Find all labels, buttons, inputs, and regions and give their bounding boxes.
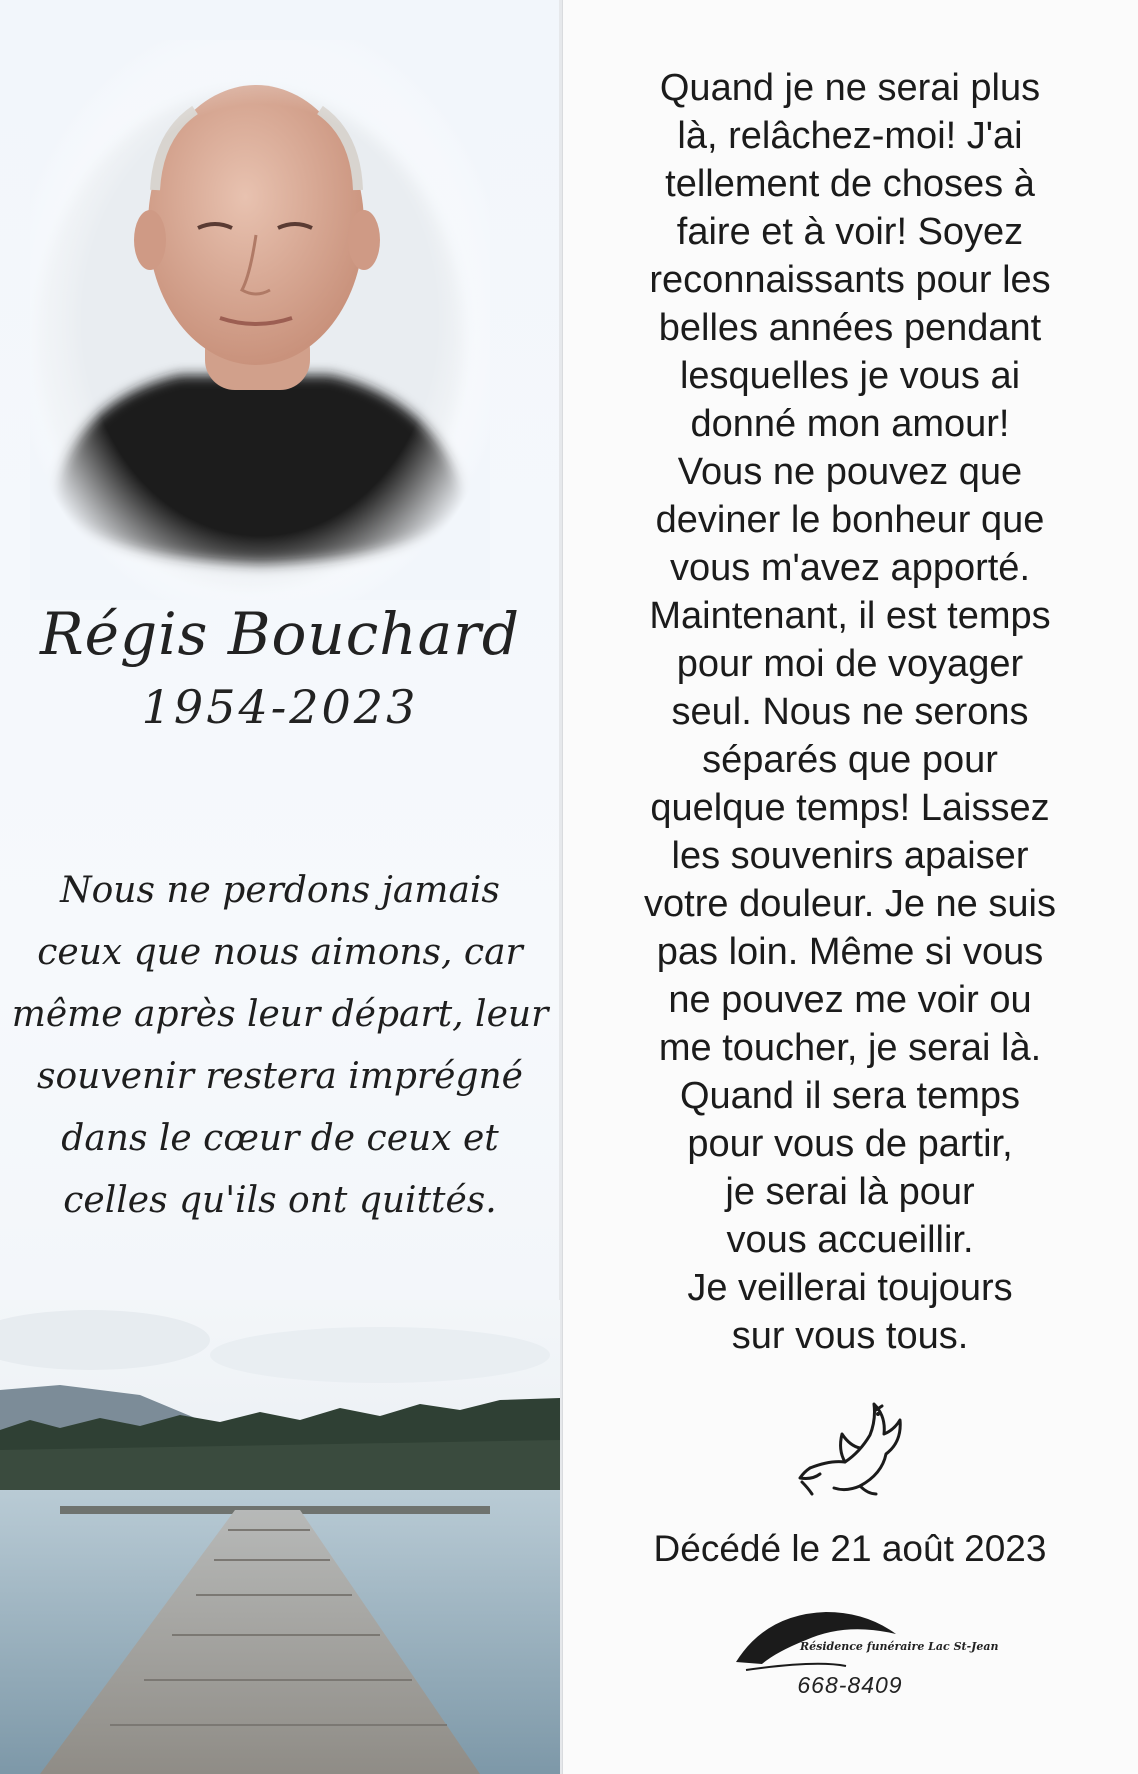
memorial-quote: [0, 860, 560, 1232]
life-years: 1954-2023: [141, 680, 419, 734]
poem-line: je serai là pour: [725, 1171, 975, 1213]
quote-line: souvenir restera imprégné: [37, 1056, 523, 1097]
poem-line: deviner le bonheur que: [655, 499, 1045, 541]
poem-line: reconnaissants pour les: [649, 259, 1051, 301]
poem-line: tellement de choses à: [665, 163, 1035, 205]
poem-line: Quand il sera temps: [679, 1075, 1021, 1117]
portrait-photo: [30, 40, 490, 600]
quote-line: dans le cœur de ceux et: [61, 1118, 499, 1159]
dove-icon: [790, 1390, 910, 1510]
poem-line: pour vous de partir,: [687, 1123, 1013, 1165]
poem-line: quelque temps! Laissez: [650, 787, 1050, 829]
quote-line: celles qu'ils ont quittés.: [63, 1180, 497, 1221]
poem-line: les souvenirs apaiser: [671, 835, 1029, 877]
quote-line: ceux que nous aimons, car: [37, 932, 523, 973]
poem-line: pour moi de voyager: [676, 643, 1024, 685]
poem-line: Vous ne pouvez que: [677, 451, 1023, 493]
poem-line: pas loin. Même si vous: [656, 931, 1044, 973]
poem-line: lesquelles je vous ai: [679, 355, 1021, 397]
poem-line: faire et à voir! Soyez: [676, 211, 1024, 253]
lake-dock-image: [0, 1300, 560, 1774]
deceased-name: Régis Bouchard: [39, 600, 521, 668]
poem-line: Je veillerai toujours: [687, 1267, 1013, 1309]
quote-line: même après leur départ, leur: [11, 994, 549, 1035]
poem-line: ne pouvez me voir ou: [668, 979, 1032, 1021]
phone-number: 668-8409: [797, 1672, 903, 1698]
poem-line: votre douleur. Je ne suis: [644, 883, 1056, 925]
poem-line: vous accueillir.: [726, 1219, 974, 1261]
poem-line: sur vous tous.: [731, 1315, 969, 1357]
poem-line: me toucher, je serai là.: [658, 1027, 1042, 1069]
poem-line: donné mon amour!: [690, 403, 1010, 445]
poem-line: vous m'avez apporté.: [670, 547, 1030, 589]
poem-line: séparés que pour: [702, 739, 998, 781]
death-date: Décédé le 21 août 2023: [653, 1528, 1047, 1569]
poem-line: seul. Nous ne serons: [671, 691, 1029, 733]
poem-line: Maintenant, il est temps: [649, 595, 1051, 637]
poem-line: belles années pendant: [658, 307, 1042, 349]
poem-line: là, relâchez-moi! J'ai: [677, 115, 1023, 157]
funeral-home-name: Résidence funéraire Lac St-Jean: [800, 1640, 999, 1653]
poem: [562, 64, 1138, 1360]
poem-line: Quand je ne serai plus: [659, 67, 1041, 109]
quote-line: Nous ne perdons jamais: [60, 870, 500, 911]
